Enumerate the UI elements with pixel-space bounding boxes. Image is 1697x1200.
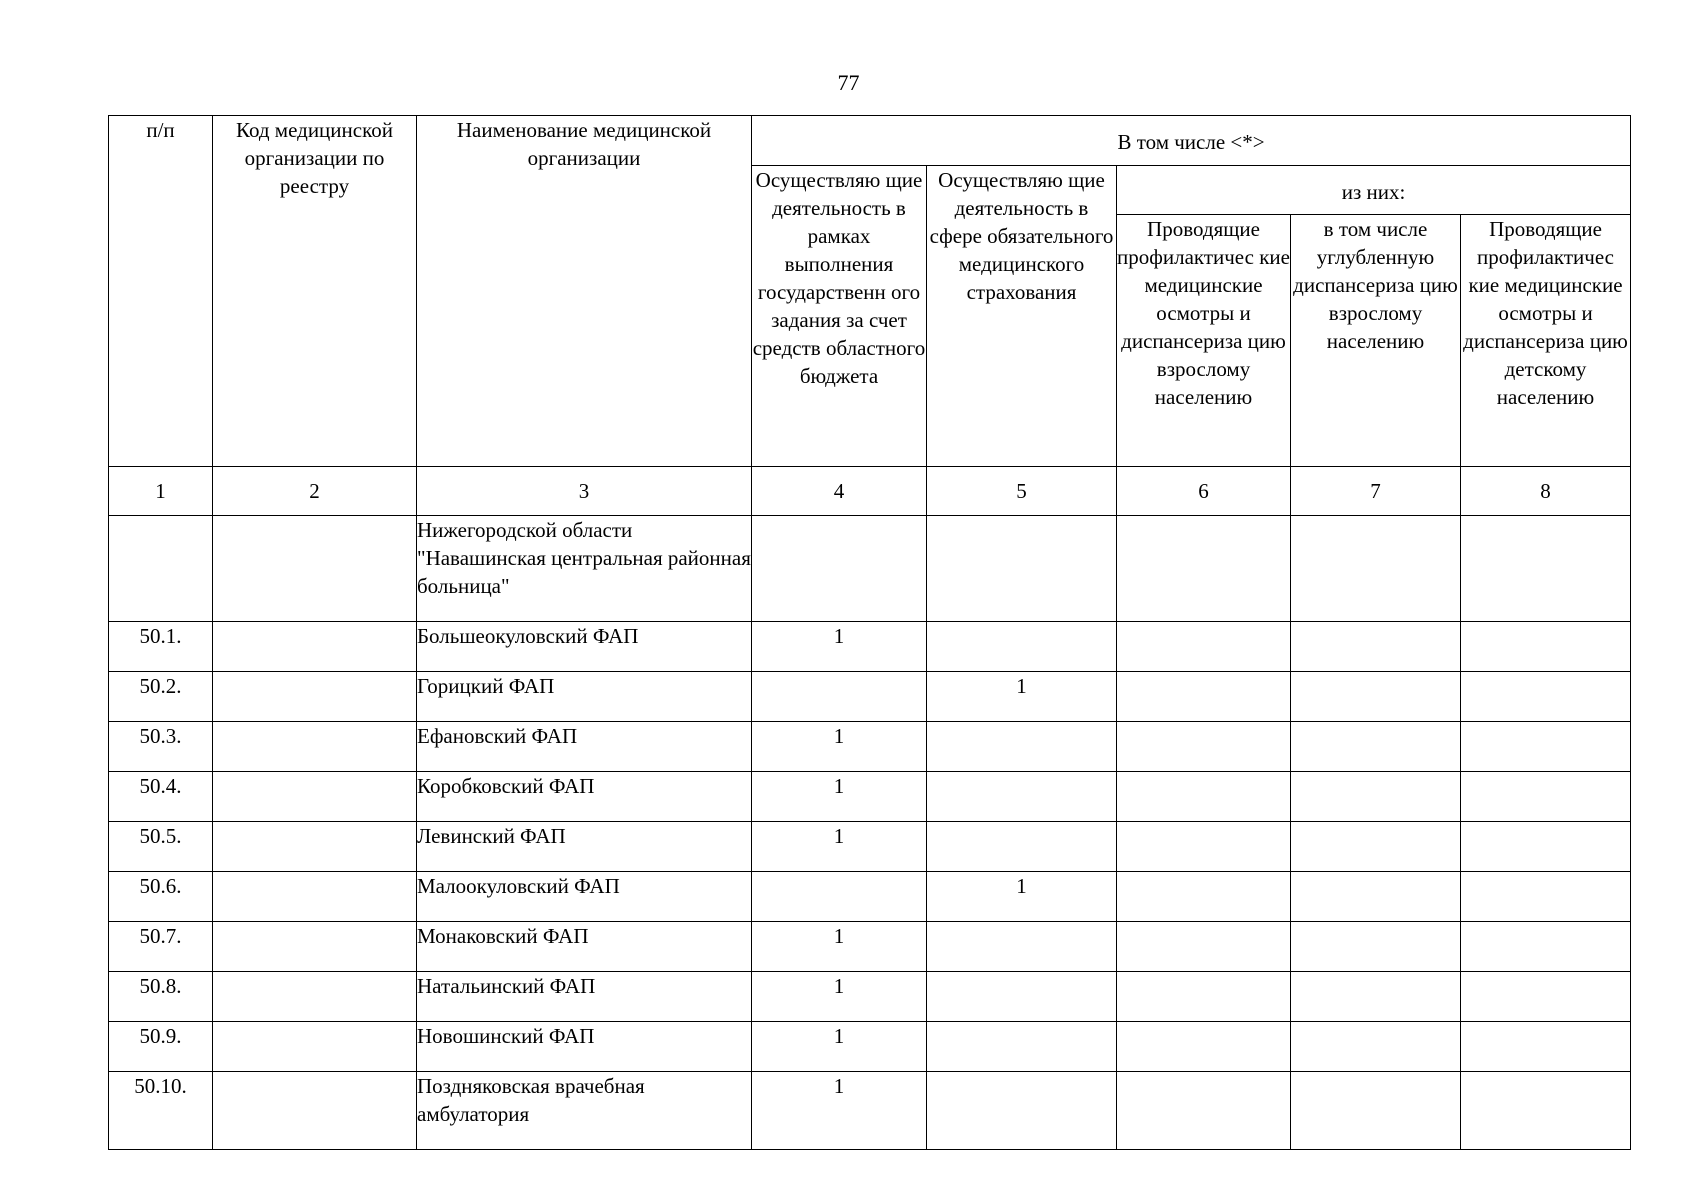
column-number: 8 xyxy=(1461,467,1631,516)
organization-name: Поздняковская врачебная амбулатория xyxy=(417,1072,752,1150)
row-number: 50.1. xyxy=(109,622,213,672)
organization-name: Монаковский ФАП xyxy=(417,922,752,972)
cell-col7 xyxy=(1291,872,1461,922)
cell-col7 xyxy=(1291,1072,1461,1150)
registry-code xyxy=(213,772,417,822)
table-row xyxy=(109,1022,1631,1072)
cell-col6 xyxy=(1117,672,1291,722)
cell-col4: 1 xyxy=(752,772,927,822)
registry-code xyxy=(213,822,417,872)
row-number: 50.6. xyxy=(109,872,213,922)
cell-col4 xyxy=(752,872,927,922)
table-row xyxy=(109,922,1631,972)
cell-col8 xyxy=(1461,722,1631,772)
cell-col7 xyxy=(1291,722,1461,772)
cell-col4: 1 xyxy=(752,922,927,972)
table-row xyxy=(109,872,1631,922)
column-number: 4 xyxy=(752,467,927,516)
cell-col4 xyxy=(752,672,927,722)
cell-col8 xyxy=(1461,822,1631,872)
cell-col7 xyxy=(1291,672,1461,722)
table-row xyxy=(109,516,1631,622)
table-row xyxy=(109,972,1631,1022)
cell-col7 xyxy=(1291,516,1461,622)
table-row xyxy=(109,622,1631,672)
table-row xyxy=(109,772,1631,822)
row-number: 50.8. xyxy=(109,972,213,1022)
cell-col4: 1 xyxy=(752,622,927,672)
header-in-depth-dispensary: в том числе углубленную диспансериза цию взрослому населению xyxy=(1291,215,1461,467)
table-row xyxy=(109,722,1631,772)
table-row xyxy=(109,822,1631,872)
cell-col5 xyxy=(927,772,1117,822)
organization-name: Большеокуловский ФАП xyxy=(417,622,752,672)
header-of-them: из них: xyxy=(1117,166,1631,215)
cell-col8 xyxy=(1461,872,1631,922)
cell-col4: 1 xyxy=(752,822,927,872)
cell-col7 xyxy=(1291,772,1461,822)
registry-code xyxy=(213,722,417,772)
cell-col5 xyxy=(927,1072,1117,1150)
registry-code xyxy=(213,922,417,972)
row-number: 50.5. xyxy=(109,822,213,872)
cell-col5: 1 xyxy=(927,672,1117,722)
organization-name: Малоокуловский ФАП xyxy=(417,872,752,922)
cell-col8 xyxy=(1461,622,1631,672)
cell-col6 xyxy=(1117,972,1291,1022)
organization-name: Новошинский ФАП xyxy=(417,1022,752,1072)
cell-col7 xyxy=(1291,1022,1461,1072)
column-number: 2 xyxy=(213,467,417,516)
header-adult-exams: Проводящие профилактичес кие медицинские осмотры и диспансериза цию взрослому населению xyxy=(1117,215,1291,467)
row-number: 50.2. xyxy=(109,672,213,722)
cell-col5: 1 xyxy=(927,872,1117,922)
registry-code xyxy=(213,1072,417,1150)
column-number: 6 xyxy=(1117,467,1291,516)
cell-col8 xyxy=(1461,672,1631,722)
cell-col7 xyxy=(1291,622,1461,672)
registry-code xyxy=(213,672,417,722)
cell-col6 xyxy=(1117,722,1291,772)
cell-col5 xyxy=(927,822,1117,872)
registry-code xyxy=(213,872,417,922)
header-compulsory-insurance: Осуществляю щие деятельность в сфере обязательного медицинского страхования xyxy=(927,166,1117,467)
cell-col5 xyxy=(927,722,1117,772)
registry-code xyxy=(213,516,417,622)
cell-col7 xyxy=(1291,972,1461,1022)
registry-code xyxy=(213,1022,417,1072)
header-registry-code: Код медицинской организации по реестру xyxy=(213,116,417,467)
header-including-group: В том числе <*> xyxy=(752,116,1631,166)
row-number: 50.3. xyxy=(109,722,213,772)
cell-col6 xyxy=(1117,622,1291,672)
cell-col5 xyxy=(927,972,1117,1022)
cell-col8 xyxy=(1461,1072,1631,1150)
cell-col6 xyxy=(1117,922,1291,972)
cell-col4: 1 xyxy=(752,1022,927,1072)
registry-code xyxy=(213,622,417,672)
row-number: 50.4. xyxy=(109,772,213,822)
cell-col8 xyxy=(1461,972,1631,1022)
cell-col6 xyxy=(1117,516,1291,622)
cell-col8 xyxy=(1461,772,1631,822)
page-number: 77 xyxy=(837,70,860,95)
organization-name: Коробковский ФАП xyxy=(417,772,752,822)
row-number: 50.10. xyxy=(109,1072,213,1150)
cell-col8 xyxy=(1461,516,1631,622)
row-number: 50.7. xyxy=(109,922,213,972)
column-numbers-row xyxy=(109,467,1631,516)
registry-code xyxy=(213,972,417,1022)
cell-col8 xyxy=(1461,922,1631,972)
organization-name: Натальинский ФАП xyxy=(417,972,752,1022)
cell-col6 xyxy=(1117,822,1291,872)
cell-col5 xyxy=(927,622,1117,672)
organization-name: Нижегородской области "Навашинская центральная районная больница" xyxy=(417,516,752,622)
cell-col4: 1 xyxy=(752,722,927,772)
header-child-exams: Проводящие профилактичес кие медицинские осмотры и диспансериза цию детскому населению xyxy=(1461,215,1631,467)
cell-col4: 1 xyxy=(752,1072,927,1150)
header-organization-name: Наименование медицинской организации xyxy=(417,116,752,467)
cell-col4 xyxy=(752,516,927,622)
cell-col5 xyxy=(927,922,1117,972)
column-number: 5 xyxy=(927,467,1117,516)
header-row-number: п/п xyxy=(109,116,213,467)
organization-name: Ефановский ФАП xyxy=(417,722,752,772)
cell-col6 xyxy=(1117,872,1291,922)
organizations-table xyxy=(108,115,1631,1150)
cell-col6 xyxy=(1117,772,1291,822)
row-number xyxy=(109,516,213,622)
cell-col5 xyxy=(927,1022,1117,1072)
organization-name: Левинский ФАП xyxy=(417,822,752,872)
column-number: 3 xyxy=(417,467,752,516)
cell-col8 xyxy=(1461,1022,1631,1072)
cell-col5 xyxy=(927,516,1117,622)
table-row xyxy=(109,1072,1631,1150)
row-number: 50.9. xyxy=(109,1022,213,1072)
organization-name: Горицкий ФАП xyxy=(417,672,752,722)
cell-col4: 1 xyxy=(752,972,927,1022)
cell-col7 xyxy=(1291,822,1461,872)
header-state-assignment: Осуществляю щие деятельность в рамках выполнения государственн ого задания за счет средств областного бюджета xyxy=(752,166,927,467)
column-number: 1 xyxy=(109,467,213,516)
column-number: 7 xyxy=(1291,467,1461,516)
cell-col6 xyxy=(1117,1072,1291,1150)
table-row xyxy=(109,672,1631,722)
cell-col6 xyxy=(1117,1022,1291,1072)
cell-col7 xyxy=(1291,922,1461,972)
